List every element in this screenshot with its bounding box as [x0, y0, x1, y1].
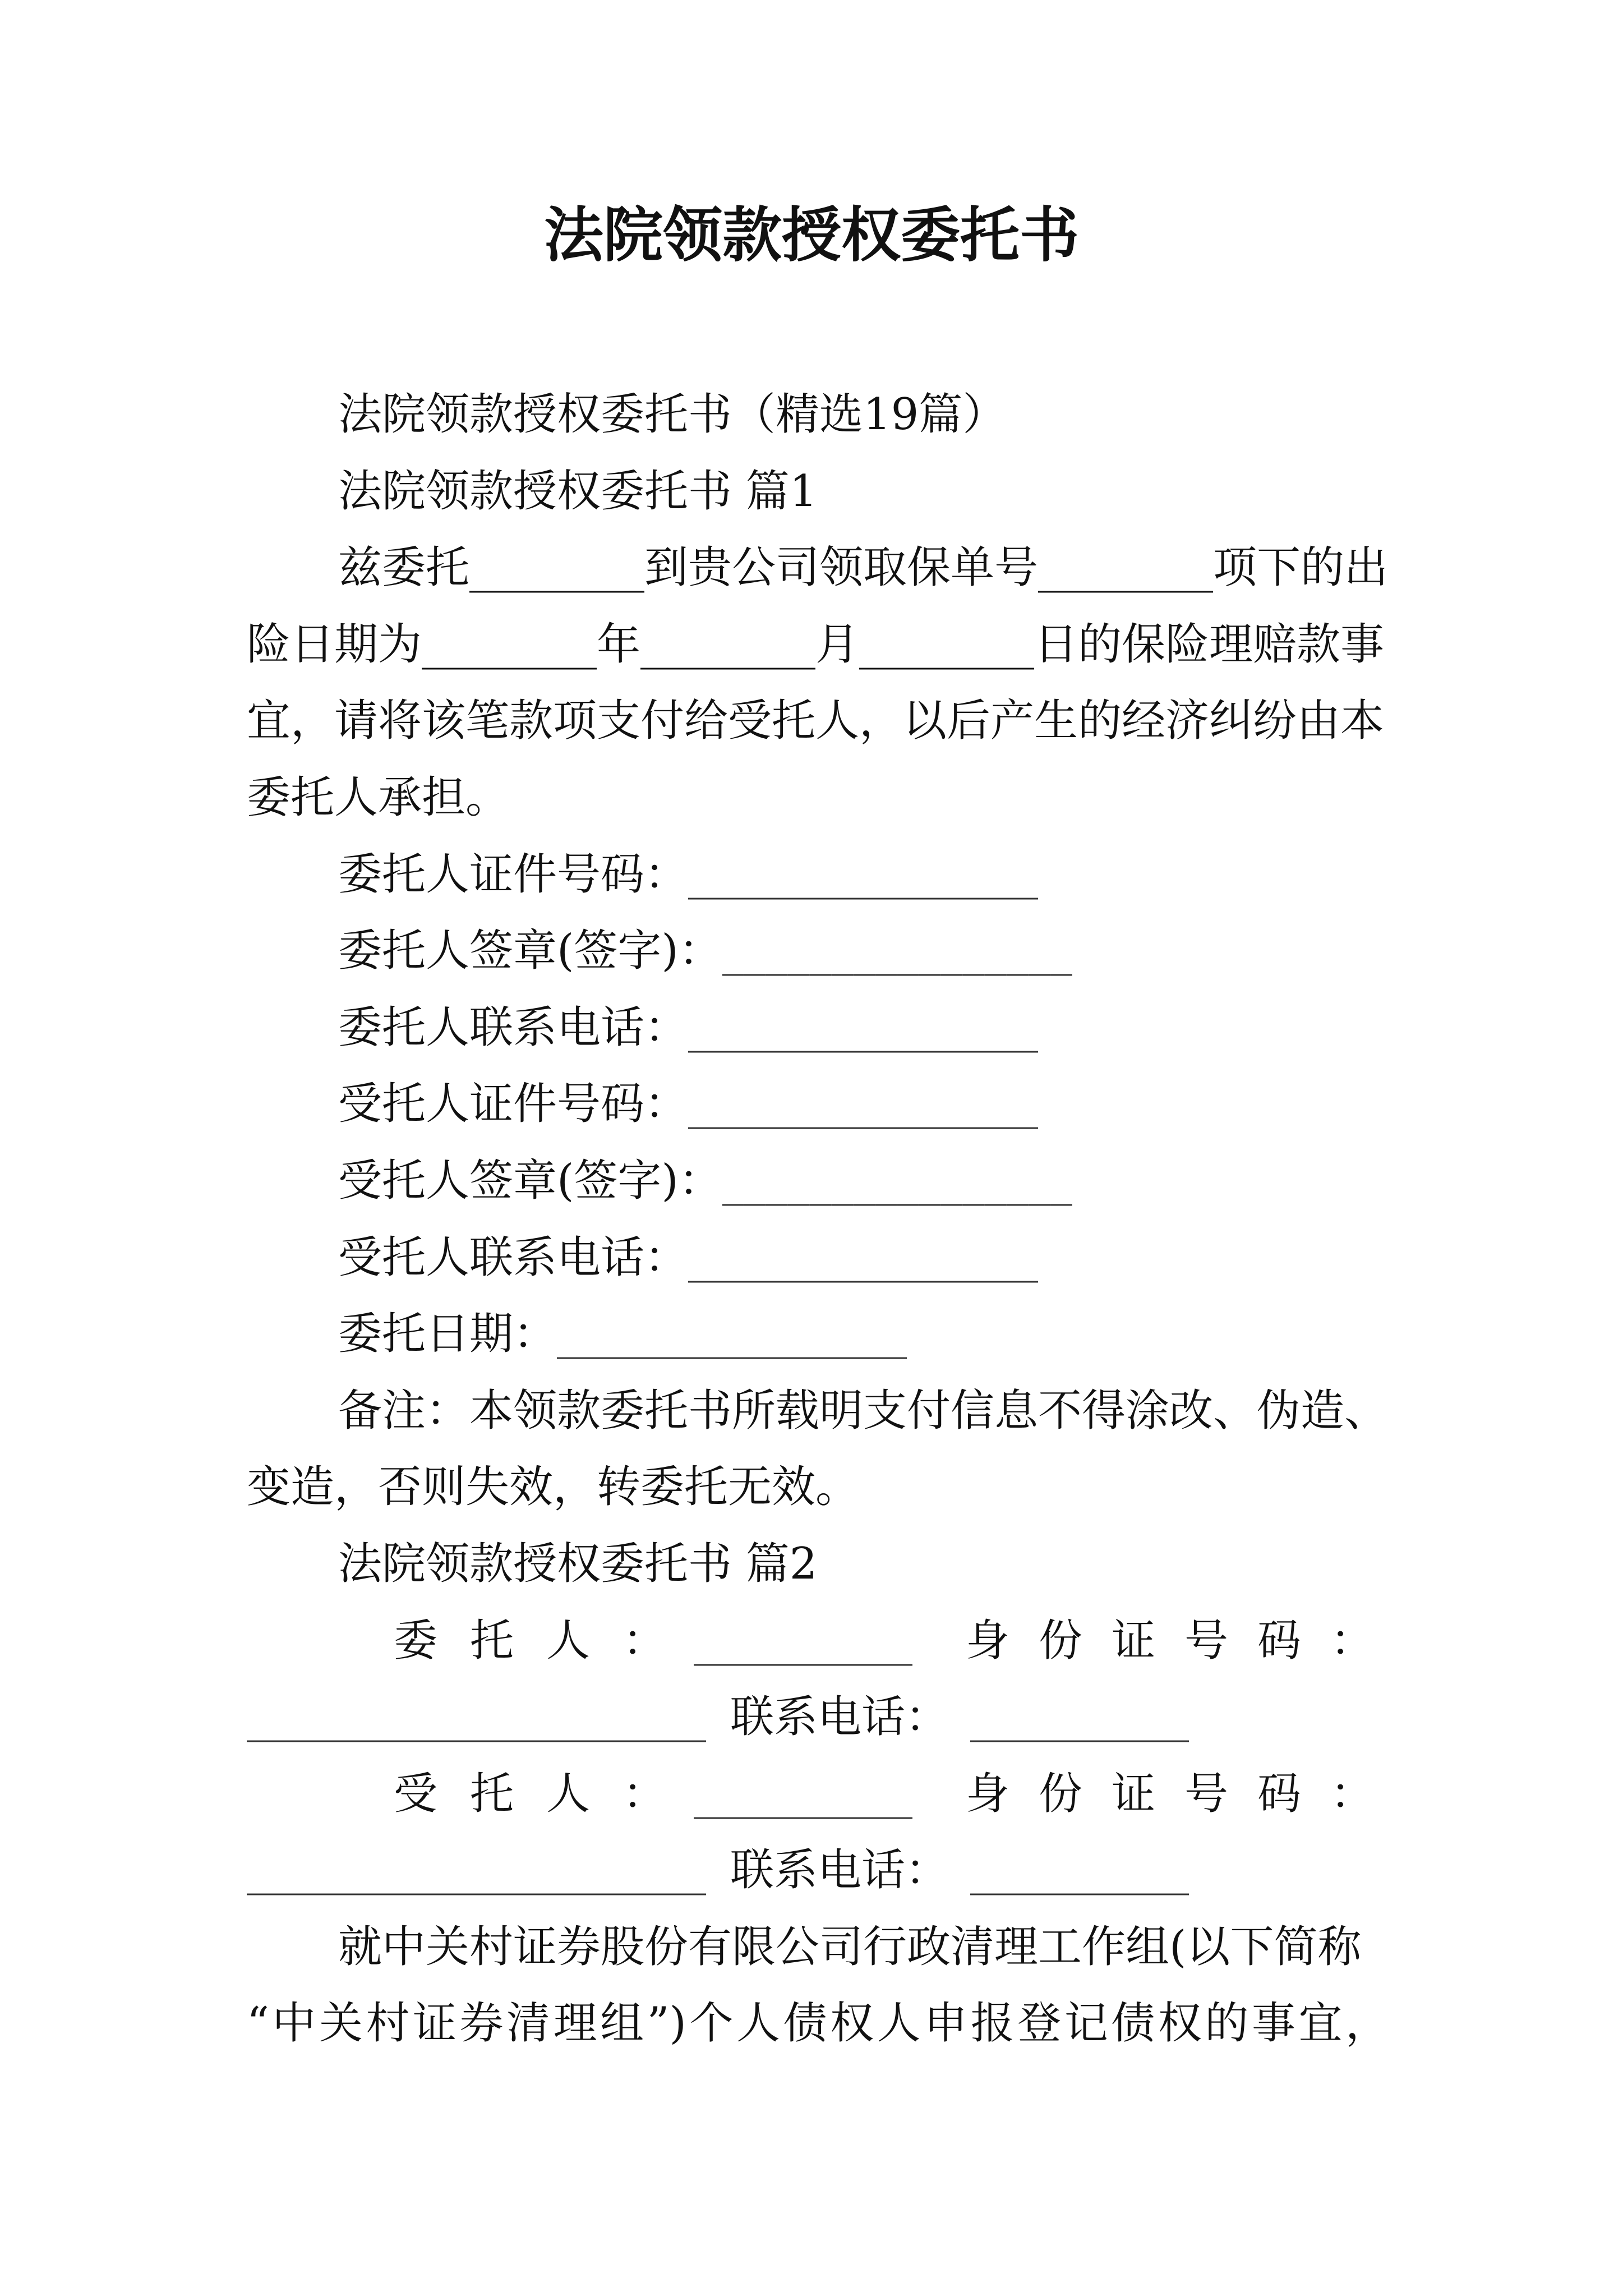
note-line: 备注：本领款委托书所载明支付信息不得涂改、伪造、: [338, 1385, 1389, 1436]
paragraph-line: 兹委托________到贵公司领取保单号________项下的出: [338, 542, 1389, 593]
field-label: 受托人联系电话：: [338, 1232, 689, 1283]
name-blank: __________: [694, 1615, 912, 1666]
party-contact-row: [247, 1679, 1389, 1756]
field-blank: ________________: [722, 926, 1072, 977]
document-title: 法院领款授权委托书: [544, 200, 1079, 270]
paragraph-line: 委托人承担。: [247, 772, 510, 823]
field-label: 委托人联系电话：: [338, 1002, 689, 1053]
field-row: [247, 990, 1389, 1066]
phone-label: 联系电话：: [730, 1845, 949, 1896]
phone-label: 联系电话：: [730, 1692, 949, 1743]
party-row: [247, 1603, 1404, 1680]
section-heading: 法院领款授权委托书 篇2: [338, 1538, 818, 1589]
role-label: 受托人：: [394, 1768, 699, 1819]
field-blank: ________________: [688, 1079, 1039, 1130]
name-blank: __________: [694, 1768, 912, 1819]
phone-blank: __________: [970, 1845, 1189, 1896]
field-blank: ________________: [557, 1309, 907, 1360]
field-label: 委托人签章(签字)：: [338, 926, 722, 977]
party-contact-row: [247, 1832, 1389, 1909]
field-label: 受托人证件号码：: [338, 1079, 689, 1130]
field-blank: ________________: [688, 1002, 1039, 1053]
field-row: [247, 836, 1389, 913]
note-line: 变造，否则失效，转委托无效。: [247, 1462, 860, 1513]
field-label: 委托人证件号码：: [338, 849, 689, 900]
intro-line: 法院领款授权委托书（精选19篇）: [338, 389, 1007, 440]
field-row: [247, 1296, 1389, 1373]
paragraph-line: 险日期为________年________月________日的保险理赔款事: [247, 619, 1385, 670]
field-blank: ________________: [722, 1155, 1072, 1206]
phone-blank: __________: [970, 1692, 1189, 1743]
field-label: 委托日期：: [338, 1309, 557, 1360]
id-number-label: 身份证号码：: [966, 1615, 1404, 1666]
field-blank: ________________: [688, 849, 1039, 900]
paragraph-line: 宜，请将该笔款项支付给受托人，以后产生的经济纠纷由本: [247, 696, 1385, 747]
document-body: [247, 376, 1404, 2062]
paragraph-line: 就中关村证券股份有限公司行政清理工作组(以下简称: [338, 1921, 1362, 1972]
field-row: [247, 1143, 1389, 1220]
field-row: [247, 913, 1389, 990]
id-number-blank: _____________________: [247, 1845, 706, 1896]
party-row: [247, 1756, 1404, 1833]
paragraph-line: “中关村证券清理组”)个人债权人申报登记债权的事宜，: [247, 1998, 1389, 2049]
field-row: [247, 1066, 1389, 1143]
section-heading: 法院领款授权委托书 篇1: [338, 466, 818, 517]
field-label: 受托人签章(签字)：: [338, 1155, 722, 1206]
id-number-label: 身份证号码：: [966, 1768, 1404, 1819]
field-blank: ________________: [688, 1232, 1039, 1283]
id-number-blank: _____________________: [247, 1692, 706, 1743]
field-row: [247, 1220, 1389, 1296]
role-label: 委托人：: [394, 1615, 699, 1666]
